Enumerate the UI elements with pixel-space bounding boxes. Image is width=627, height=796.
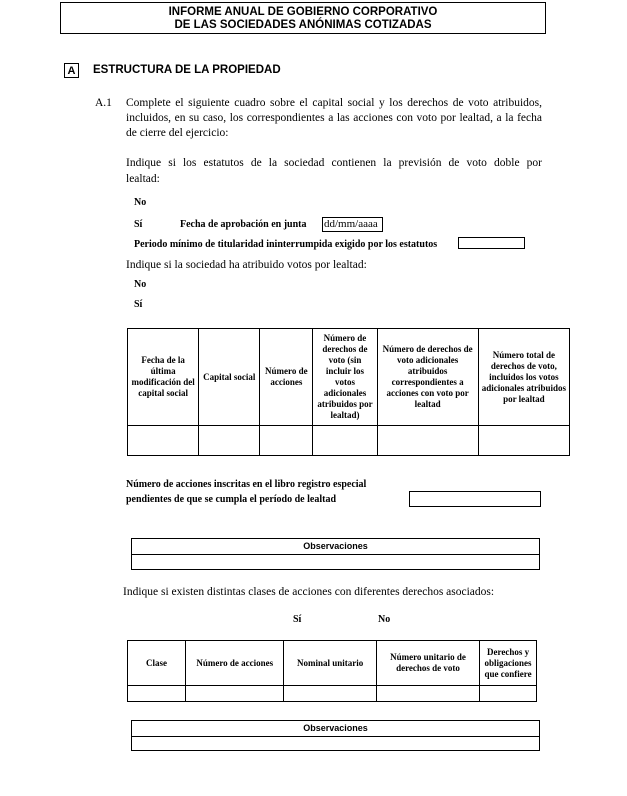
- periodo-label: Periodo mínimo de titularidad ininterrumpida exigido por los estatutos: [134, 239, 438, 250]
- header-line-1: INFORME ANUAL DE GOBIERNO CORPORATIVO: [168, 6, 438, 18]
- q2-option-si[interactable]: [134, 299, 146, 310]
- clases-table-row: [128, 686, 537, 702]
- q2-si-label: Sí: [134, 299, 143, 310]
- header-nominal-unitario: Nominal unitario: [284, 641, 376, 686]
- clases-table-header-row: [128, 641, 537, 686]
- observaciones-box-2: [131, 720, 540, 751]
- a1-number: A.1: [95, 97, 112, 109]
- q3-si-label: Sí: [293, 614, 302, 625]
- cell-fecha-modificacion[interactable]: [128, 426, 199, 456]
- cell-total-derechos[interactable]: [478, 426, 569, 456]
- observaciones-box-1: [131, 538, 540, 570]
- observaciones-title-2: Observaciones: [132, 721, 540, 737]
- header-capital-social: Capital social: [199, 329, 260, 426]
- q1-option-si[interactable]: [134, 219, 146, 230]
- cell-numero-acciones[interactable]: [260, 426, 313, 456]
- fecha-label: Fecha de aprobación en junta: [180, 219, 307, 230]
- q2-text: Indique si la sociedad ha atribuido votos por lealtad:: [126, 259, 367, 271]
- q2-option-no[interactable]: [134, 279, 150, 290]
- q1-si-label: Sí: [134, 219, 143, 230]
- header-total-derechos: Número total de derechos de voto, incluidos los votos adicionales atribuidos por lealtad: [478, 329, 569, 426]
- header-clase: Clase: [128, 641, 186, 686]
- header-fecha-modificacion: Fecha de la última modificación del capital social: [128, 329, 199, 426]
- q3-option-si[interactable]: [293, 614, 305, 625]
- pending-line-1: Número de acciones inscritas en el libro registro especial: [126, 479, 367, 490]
- cell-numero-acciones[interactable]: [186, 686, 284, 702]
- observaciones-field-2[interactable]: [132, 737, 540, 751]
- a1-text: Complete el siguiente cuadro sobre el capital social y los derechos de voto atribuidos, incluidos, en su caso, los correspondientes a las acciones con voto por lealtad, a la fecha de cierre del ejercicio:: [126, 97, 542, 139]
- header-numero-acciones: Número de acciones: [260, 329, 313, 426]
- q1-text: Indique si los estatutos de la sociedad contienen la previsión de voto doble por lealtad:: [126, 157, 542, 185]
- pending-line-2: pendientes de que se cumpla el período de lealtad: [126, 494, 337, 505]
- header-line-2: DE LAS SOCIEDADES ANÓNIMAS COTIZADAS: [174, 19, 432, 31]
- q1-option-no[interactable]: [134, 197, 150, 208]
- cell-clase[interactable]: [128, 686, 186, 702]
- cell-numero-unitario-derechos[interactable]: [376, 686, 479, 702]
- cell-capital-social[interactable]: [199, 426, 260, 456]
- observaciones-field-1[interactable]: [132, 555, 540, 570]
- cell-derechos-adicionales[interactable]: [377, 426, 478, 456]
- q1-no-label: No: [134, 197, 147, 208]
- fecha-input[interactable]: dd/mm/aaaa: [322, 217, 383, 232]
- capital-table-row: [128, 426, 570, 456]
- cell-derechos-voto[interactable]: [313, 426, 377, 456]
- cell-derechos-obligaciones[interactable]: [480, 686, 537, 702]
- q3-no-label: No: [378, 614, 391, 625]
- header-numero-unitario-derechos: Número unitario de derechos de voto: [376, 641, 479, 686]
- capital-table: [127, 328, 570, 456]
- section-title: ESTRUCTURA DE LA PROPIEDAD: [93, 64, 281, 76]
- pending-input[interactable]: [409, 491, 541, 507]
- periodo-input[interactable]: [458, 237, 525, 249]
- q3-option-no[interactable]: [378, 614, 394, 625]
- q2-no-label: No: [134, 279, 147, 290]
- header-numero-acciones: Número de acciones: [186, 641, 284, 686]
- report-header: [60, 2, 546, 34]
- clases-table: [127, 640, 537, 702]
- header-derechos-adicionales: Número de derechos de voto adicionales atribuidos correspondientes a acciones con voto por lealtad: [377, 329, 478, 426]
- observaciones-title-1: Observaciones: [132, 539, 540, 555]
- section-letter: A: [64, 63, 79, 78]
- capital-table-header-row: [128, 329, 570, 426]
- header-derechos-obligaciones: Derechos y obligaciones que confiere: [480, 641, 537, 686]
- q3-text: Indique si existen distintas clases de acciones con diferentes derechos asociados:: [123, 586, 495, 598]
- cell-nominal-unitario[interactable]: [284, 686, 376, 702]
- header-derechos-voto: Número de derechos de voto (sin incluir los votos adicionales atribuidos por lealtad): [313, 329, 377, 426]
